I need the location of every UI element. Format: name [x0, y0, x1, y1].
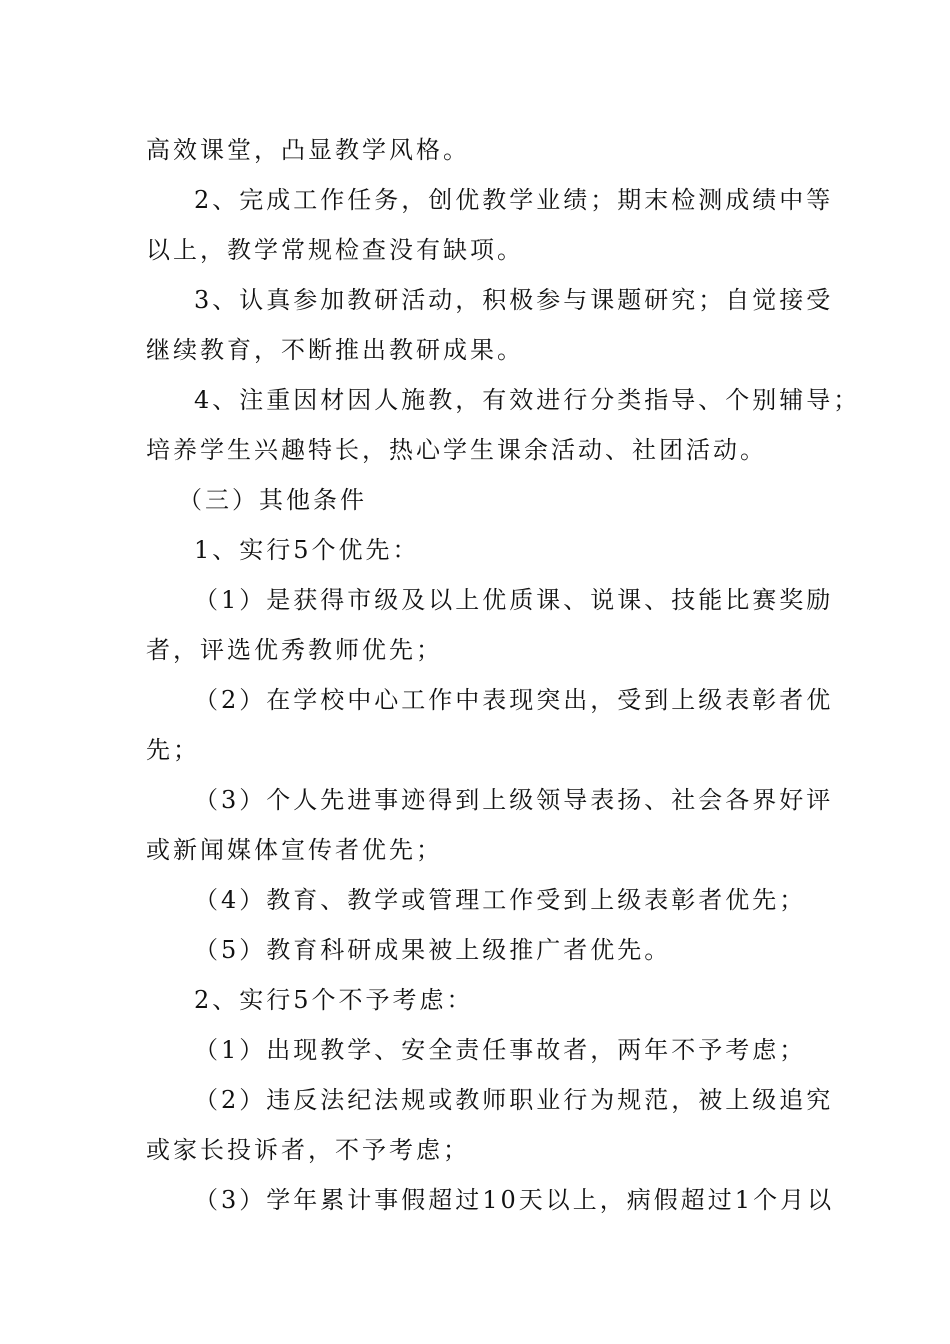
text-line: （5）教育科研成果被上级推广者优先。 — [194, 936, 672, 964]
text-line: 培养学生兴趣特长，热心学生课余活动、社团活动。 — [146, 436, 767, 464]
text-line: 先； — [146, 736, 200, 764]
text-line: 继续教育，不断推出教研成果。 — [146, 336, 524, 364]
text-line: 高效课堂，凸显教学风格。 — [146, 136, 470, 164]
text-line: 3、认真参加教研活动，积极参与课题研究；自觉接受 — [194, 286, 834, 314]
text-line: （1）是获得市级及以上优质课、说课、技能比赛奖励 — [194, 586, 834, 614]
text-line: （2）违反法纪法规或教师职业行为规范，被上级追究 — [194, 1086, 834, 1114]
text-line: 1、实行5个优先： — [194, 536, 420, 564]
text-line: 以上，教学常规检查没有缺项。 — [146, 236, 524, 264]
text-line: 者，评选优秀教师优先； — [146, 636, 443, 664]
text-line: 4、注重因材因人施教，有效进行分类指导、个别辅导； — [194, 386, 861, 414]
text-line: 或家长投诉者，不予考虑； — [146, 1136, 470, 1164]
text-line: 或新闻媒体宣传者优先； — [146, 836, 443, 864]
text-line: （2）在学校中心工作中表现突出，受到上级表彰者优 — [194, 686, 834, 714]
text-line: 2、完成工作任务，创优教学业绩；期末检测成绩中等 — [194, 186, 834, 214]
section-heading: （三）其他条件 — [178, 486, 367, 514]
text-line: （1）出现教学、安全责任事故者，两年不予考虑； — [194, 1036, 807, 1064]
text-line: 2、实行5个不予考虑： — [194, 986, 474, 1014]
text-line: （3）学年累计事假超过10天以上，病假超过1个月以 — [194, 1186, 835, 1214]
text-line: （3）个人先进事迹得到上级领导表扬、社会各界好评 — [194, 786, 834, 814]
text-line: （4）教育、教学或管理工作受到上级表彰者优先； — [194, 886, 807, 914]
